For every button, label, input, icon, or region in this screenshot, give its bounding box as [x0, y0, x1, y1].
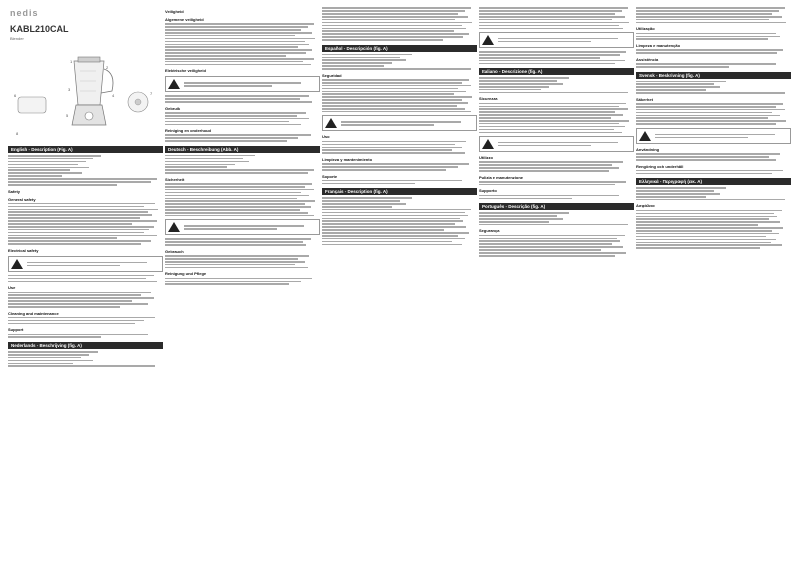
subheading-sicherheit: Sicherheit: [165, 176, 185, 182]
column-1: [8, 6, 163, 561]
subheading-assistencia: Assistência: [636, 56, 659, 62]
subheading-support: Support: [8, 327, 24, 333]
section-heading-dutch: Nederlands - Beschrijving (fig. A): [8, 342, 163, 349]
section-heading-portuguese: Português - Descrição (fig. A): [479, 203, 634, 210]
subheading-rengoring: Rengöring och underhåll: [636, 163, 684, 169]
subheading-veiligheid: Veiligheid: [165, 9, 184, 14]
figure-label-3: 3: [68, 87, 71, 92]
subheading-sakerhet: Säkerhet: [636, 96, 653, 102]
column-5: [636, 6, 791, 561]
subheading-sicurezza: Sicurezza: [479, 96, 498, 102]
warning-icon: [639, 131, 651, 141]
subheading-electrical-safety: Electrical safety: [8, 247, 39, 253]
subheading-reinigung: Reinigung und Pflege: [165, 271, 207, 277]
blender-illustration: [8, 47, 163, 142]
section-heading-french: Français - Description (fig. A): [322, 188, 477, 195]
warning-icon: [482, 35, 494, 45]
brand-logo: nedis: [10, 8, 39, 18]
subheading-gebrauch: Gebrauch: [165, 248, 184, 254]
figure-label-2: 2: [106, 65, 109, 70]
subheading-safety: Safety: [8, 188, 21, 194]
warning-icon: [11, 259, 23, 269]
product-subtitle: Blender: [10, 36, 24, 41]
subheading-uso: Uso: [322, 134, 330, 140]
subheading-gebruik: Gebruik: [165, 105, 181, 111]
section-heading-spanish: Español - Descripción (fig. A): [322, 45, 477, 52]
subheading-general-safety: General safety: [8, 196, 36, 202]
blender-figure: [8, 47, 163, 142]
figure-label-8: 8: [16, 131, 19, 136]
warning-icon: [168, 79, 180, 89]
subheading-limpeza: Limpeza e manutenção: [636, 43, 681, 49]
subheading-utilizzo: Utilizzo: [479, 155, 493, 161]
figure-label-5: 5: [66, 113, 69, 118]
subheading-pulizia: Pulizia e manutenzione: [479, 174, 524, 180]
subheading-soporte: Soporte: [322, 173, 338, 179]
figure-label-1: 1: [70, 59, 73, 64]
section-heading-swedish: Svensk - Beskrivning (fig. A): [636, 72, 791, 79]
warning-icon: [482, 139, 494, 149]
subheading-use: Use: [8, 285, 16, 291]
subheading-limpieza: Limpieza y mantenimiento: [322, 156, 373, 162]
column-4: [479, 6, 634, 561]
subheading-cleaning: Cleaning and maintenance: [8, 310, 59, 316]
subheading-algemene-veiligheid: Algemene veiligheid: [165, 17, 204, 22]
subheading-asfaleia: Ασφάλεια: [636, 203, 655, 209]
subheading-reiniging: Reiniging en onderhoud: [165, 128, 211, 134]
figure-label-7: 7: [150, 91, 153, 96]
subheading-elektrische-veiligheid: Elektrische veiligheid: [165, 68, 206, 74]
model-number: KABL210CAL: [10, 24, 69, 34]
figure-label-6: 6: [14, 93, 17, 98]
warning-icon: [168, 222, 180, 232]
section-heading-english: English - Description (Fig. A): [8, 146, 163, 153]
section-heading-italian: Italiano - Descrizione (fig. A): [479, 68, 634, 75]
warning-box: [8, 256, 163, 272]
section-heading-german: Deutsch - Beschreibung (Abb. A): [165, 146, 320, 153]
subheading-seguranca: Segurança: [479, 228, 500, 234]
column-2: [165, 6, 320, 561]
section-heading-greek: Ελληνικά - Περιγραφή (εικ. A): [636, 178, 791, 185]
subheading-supporto: Supporto: [479, 188, 497, 194]
subheading-utilizacao: Utilização: [636, 26, 655, 32]
figure-label-4: 4: [112, 93, 115, 98]
warning-icon: [325, 118, 337, 128]
column-3: [322, 6, 477, 561]
subheading-seguridad: Seguridad: [322, 72, 342, 78]
subheading-anvandning: Användning: [636, 146, 660, 152]
